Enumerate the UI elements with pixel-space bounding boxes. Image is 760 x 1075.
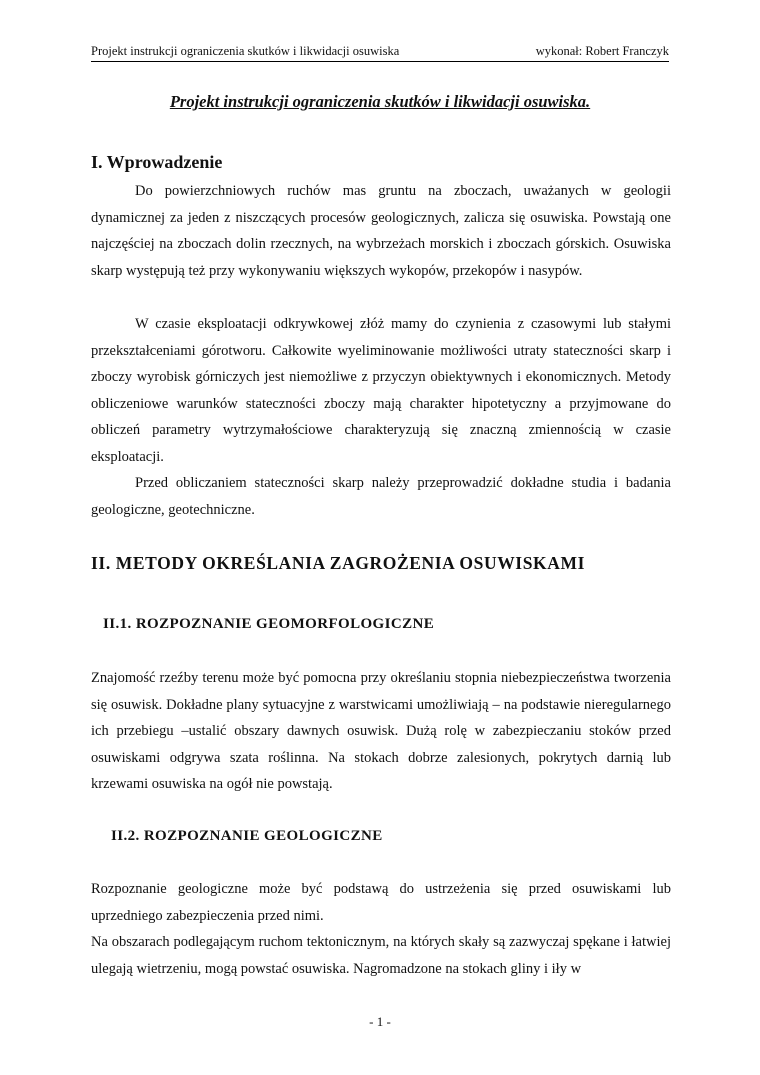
running-header bbox=[91, 44, 669, 62]
subsection-2-2-paragraph-1: Rozpoznanie geologiczne może być podstawą do ustrzeżenia się przed osuwiskami lub uprzedniego zabezpieczenia przed nimi. bbox=[91, 881, 671, 924]
subsection-2-1-heading: II.1. ROZPOZNANIE GEOMORFOLOGICZNE bbox=[103, 616, 435, 632]
section-1-heading: I. Wprowadzenie bbox=[91, 152, 223, 172]
header-author: wykonał: Robert Franczyk bbox=[535, 44, 669, 58]
section-1-paragraph-1: Do powierzchniowych ruchów mas gruntu na zboczach, uważanych w geologii dynamicznej za jeden z niszczących procesów geologicznych, zalicza się osuwiska. Powstają one najczęściej na zboczach dolin rzecznych, na wybrzeżach morskich i zboczach górskich. Osuwiska skarp występują też przy wykonywaniu większych wykopów, przekopów i nasypów. bbox=[91, 183, 671, 279]
header-document-title: Projekt instrukcji ograniczenia skutków i likwidacji osuwiska bbox=[91, 44, 400, 58]
subsection-2-2-paragraph-2: Na obszarach podlegającym ruchom tektonicznym, na których skały są zazwyczaj spękane i łatwiej ulegają wietrzeniu, mogą powstać osuwiska. Nagromadzone na stokach gliny i iły w bbox=[91, 934, 671, 977]
section-2-heading: II. METODY OKREŚLANIA ZAGROŻENIA OSUWISKAMI bbox=[91, 553, 586, 573]
subsection-2-2-heading: II.2. ROZPOZNANIE GEOLOGICZNE bbox=[111, 828, 383, 844]
page-number: - 1 - bbox=[369, 1014, 391, 1029]
section-1-paragraph-3: Przed obliczaniem stateczności skarp należy przeprowadzić dokładne studia i badania geologiczne, geotechniczne. bbox=[91, 475, 671, 518]
subsection-2-1-paragraph: Znajomość rzeźby terenu może być pomocna przy określaniu stopnia niebezpieczeństwa tworzenia się osuwisk. Dokładne plany sytuacyjne z warstwicami umożliwiają – na podstawie nieregularnego ich przebiegu –ustalić obszary dawnych osuwisk. Dużą rolę w zabezpieczaniu stoków przed osuwiskami odgrywa szata roślinna. Na stokach dobrze zalesionych, pokrytych darnią lub krzewami osuwiska na ogół nie powstają. bbox=[91, 670, 671, 793]
section-1-paragraph-2: W czasie eksploatacji odkrywkowej złóż mamy do czynienia z czasowymi lub stałymi przekształceniami górotworu. Całkowite wyeliminowanie możliwości utraty stateczności skarp i zboczy wyrobisk górniczych jest niemożliwe z przyczyn obiektywnych i ekonomicznych. Metody obliczeniowe warunków stateczności zboczy mają charakter hipotetyczny a przyjmowane do obliczeń parametry wytrzymałościowe charakteryzują się znaczną zmiennością w czasie eksploatacji. bbox=[91, 316, 671, 465]
document-title: Projekt instrukcji ograniczenia skutków i likwidacji osuwiska. bbox=[169, 92, 591, 111]
